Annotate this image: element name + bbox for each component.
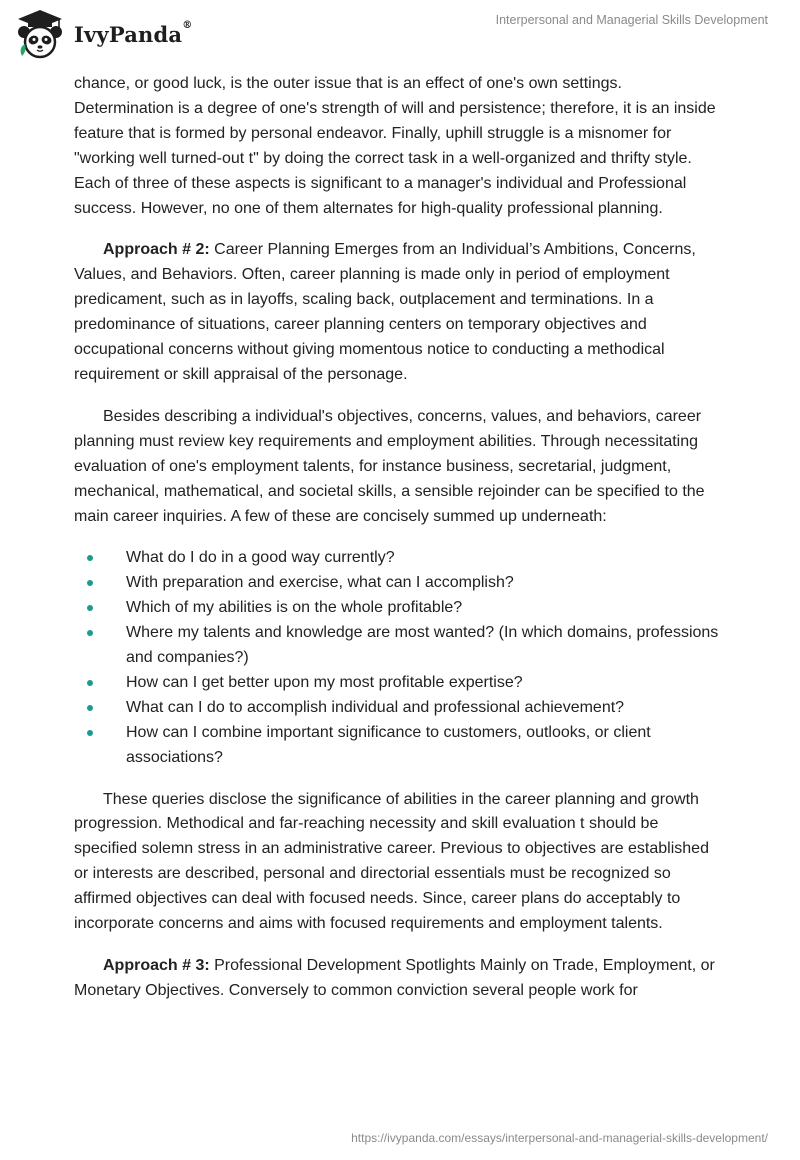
brand-name: IvyPanda® xyxy=(74,19,193,47)
approach-3-text: Professional Development Spotlights Mainly on Trade, Employment, or Monetary Objectives. Conversely to common conviction several people work for xyxy=(74,957,715,999)
list-item: With preparation and exercise, what can I accomplish? xyxy=(74,571,724,596)
essay-body xyxy=(74,72,724,1021)
paragraph-approach-3 xyxy=(74,954,724,1004)
list-item: How can I get better upon my most profitable expertise? xyxy=(74,671,724,696)
approach-2-label: Approach # 2: xyxy=(103,241,210,259)
list-item: Where my talents and knowledge are most wanted? (In which domains, professions and companies?) xyxy=(74,621,724,671)
list-item: How can I combine important significance to customers, outlooks, or client associations? xyxy=(74,721,724,771)
paragraph-career-review: Besides describing a individual's objectives, concerns, values, and behaviors, career planning must review key requirements and employment abilities. Through necessitating evaluation of one's employment talents, for instance business, secretarial, judgment, mechanical, mathematical, and societal skills, a sensible rejoinder can be specified to the main career inquiries. A few of these are concisely summed up underneath: xyxy=(74,407,705,525)
document-title: Interpersonal and Managerial Skills Development xyxy=(495,13,768,27)
page-header xyxy=(0,0,800,70)
list-item: Which of my abilities is on the whole profitable? xyxy=(74,596,724,621)
bullet-icon xyxy=(87,630,93,636)
brand-logo[interactable] xyxy=(14,8,192,60)
approach-2-text: Career Planning Emerges from an Individual’s Ambitions, Concerns, Values, and Behaviors. Often, career planning is made only in period of employment predicament, such as in layoffs, scaling back, outplacement and terminations. In a predominance of situations, career planning centers on temporary objectives and occupational concerns without giving momentous notice to conducting a methodical requirement or skill appraisal of the personage. xyxy=(74,241,696,383)
career-questions-list xyxy=(74,546,724,770)
paragraph-queries: These queries disclose the significance of abilities in the career planning and growth progression. Methodical and far-reaching necessity and skill evaluation t should be specified solemn stress in an administrative career. Previous to objectives are established or interests are described, personal and directorial essentials must be recognized so affirmed objectives can deal with focused needs. Since, career plans do acceptably to incorporate concerns and aims with focused requirements and employment talents. xyxy=(74,790,709,933)
bullet-icon xyxy=(87,555,93,561)
bullet-icon xyxy=(87,705,93,711)
approach-3-label: Approach # 3: xyxy=(103,957,210,974)
paragraph-approach-2 xyxy=(74,238,724,387)
list-item: What can I do to accomplish individual and professional achievement? xyxy=(74,696,724,721)
bullet-icon xyxy=(87,580,93,586)
source-url-link[interactable]: https://ivypanda.com/essays/interpersonal-and-managerial-skills-development/ xyxy=(351,1131,768,1145)
bullet-icon xyxy=(87,605,93,611)
list-item: What do I do in a good way currently? xyxy=(74,546,724,571)
bullet-icon xyxy=(87,730,93,736)
paragraph-intro: chance, or good luck, is the outer issue that is an effect of one's own settings. Determination is a degree of one's strength of will and persistence; therefore, it is an inside feature that is formed by personal endeavor. Finally, uphill struggle is a misnomer for "working well turned-out t" by doing the correct task in a well-organized and thrifty style. Each of three of these aspects is significant to a manager's individual and Professional success. However, no one of them alternates for high-quality professional planning. xyxy=(74,75,716,217)
bullet-icon xyxy=(87,680,93,686)
panda-graduate-icon xyxy=(14,8,66,60)
